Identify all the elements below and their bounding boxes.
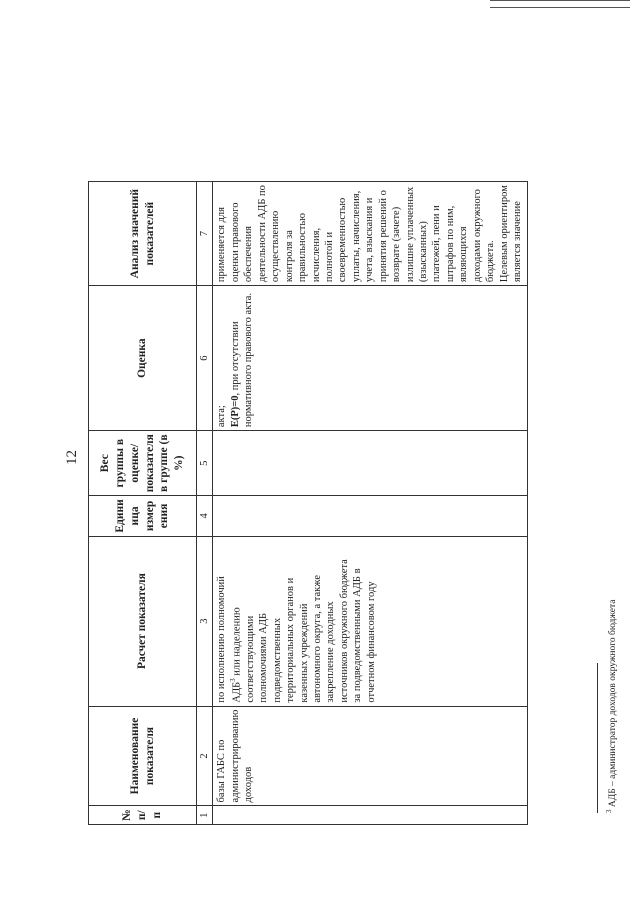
header-weight-line: %) [172, 455, 185, 471]
column-number-row [197, 182, 213, 825]
analysis-line: применяется для [216, 206, 228, 283]
header-unit-line: Едини [114, 499, 127, 533]
header-analysis: Анализ значений показателей [89, 182, 197, 286]
analysis-line: осуществлению [270, 210, 282, 283]
calc-line: за подведомственными АДБ в [352, 568, 364, 703]
analysis-line: деятельности АДБ по [256, 185, 268, 283]
analysis-line: учета, взыскания и [364, 197, 376, 283]
column-number: 1 [197, 806, 213, 825]
name-line: доходов [243, 766, 255, 803]
name-line: базы ГАБС по [216, 739, 228, 803]
analysis-line: полнотой и [323, 231, 335, 283]
header-weight-line: группы в [114, 438, 127, 488]
analysis-line: (взысканных) [418, 221, 429, 283]
calc-line: источников окружного бюджета [338, 559, 350, 703]
analysis-line: своевременностью [337, 197, 349, 283]
footnote-separator [597, 663, 598, 813]
analysis-line: являющихся [458, 226, 470, 283]
header-weight-line: показателя [143, 434, 156, 493]
calc-line: закрепление доходных [325, 601, 337, 703]
analysis-line: доходами окружного [471, 189, 483, 283]
column-number: 7 [197, 182, 213, 286]
cell-num [213, 806, 527, 825]
calc-line: соответствующими [244, 615, 256, 703]
table-header-row [89, 182, 197, 825]
calc-text: АДБ [231, 681, 243, 703]
header-weight [89, 431, 197, 496]
header-weight-line: Вес [99, 454, 112, 473]
analysis-line: является значение [512, 201, 524, 283]
header-weight-line: оценке/ [128, 443, 141, 483]
score-line: нормативного правового акта. [243, 292, 255, 428]
column-number: 2 [197, 706, 213, 806]
calc-line: отчетном финансовом году [365, 581, 377, 703]
footnote-text: АДБ – администратор доходов окружного бюджета [608, 599, 619, 808]
analysis-line: бюджета. [485, 240, 497, 283]
indicators-table [88, 181, 528, 825]
calc-text: или наделению [231, 607, 243, 676]
analysis-line: возврате (зачете) [391, 206, 403, 283]
page-number: 12 [64, 450, 80, 465]
column-number: 3 [197, 536, 213, 706]
analysis-line: Целевым ориентиром [498, 185, 510, 283]
score-line: E(P)=0, при отсутствии [229, 321, 241, 428]
cell-calc [213, 536, 527, 706]
header-calc: Расчет показателя [89, 536, 197, 706]
calc-line: полномочиями АДБ [258, 612, 270, 703]
header-name: Наименование показателя [89, 706, 197, 806]
cell-name [213, 706, 527, 806]
analysis-line: контроля за [283, 230, 295, 283]
header-unit-line: измер [143, 500, 156, 532]
footnote-ref: 3 [228, 678, 237, 682]
column-number: 4 [197, 496, 213, 536]
header-unit-line: ения [158, 503, 171, 529]
analysis-line: штрафов по ним, [444, 205, 456, 283]
score-line: акта; [216, 405, 228, 428]
cell-weight [213, 431, 527, 496]
column-number: 6 [197, 286, 213, 431]
header-num: № п/п [89, 806, 197, 825]
name-line: администрированию [229, 709, 241, 803]
analysis-line: исчисления, [310, 227, 322, 283]
analysis-line: правильностью [297, 212, 309, 283]
calc-line: территориальных органов и [285, 577, 297, 703]
cell-analysis [213, 182, 527, 286]
analysis-line: платежей, пени и [431, 205, 443, 283]
calc-line: автономного округа, а также [312, 574, 323, 703]
cell-score [213, 286, 527, 431]
cell-unit [213, 496, 527, 536]
footnote [605, 600, 618, 813]
calc-line: подведомственных [271, 617, 283, 703]
header-score: Оценка [89, 286, 197, 431]
table-row [213, 182, 527, 825]
analysis-line: излишне уплаченных [404, 186, 416, 283]
footnote-mark: 3 [605, 809, 613, 813]
column-number: 5 [197, 431, 213, 496]
calc-line: казенных учреждений [298, 603, 310, 703]
analysis-line: оценки правового [229, 202, 241, 283]
header-weight-line: в группе (в [158, 434, 171, 492]
analysis-line: уплаты, начисления, [350, 190, 362, 283]
calc-line [229, 540, 244, 703]
calc-line: по исполнению полномочий [216, 576, 228, 703]
header-unit [89, 496, 197, 536]
analysis-line: принятия решений о [377, 190, 389, 283]
header-unit-line: ица [128, 506, 141, 526]
analysis-line: обеспечения [243, 226, 255, 283]
